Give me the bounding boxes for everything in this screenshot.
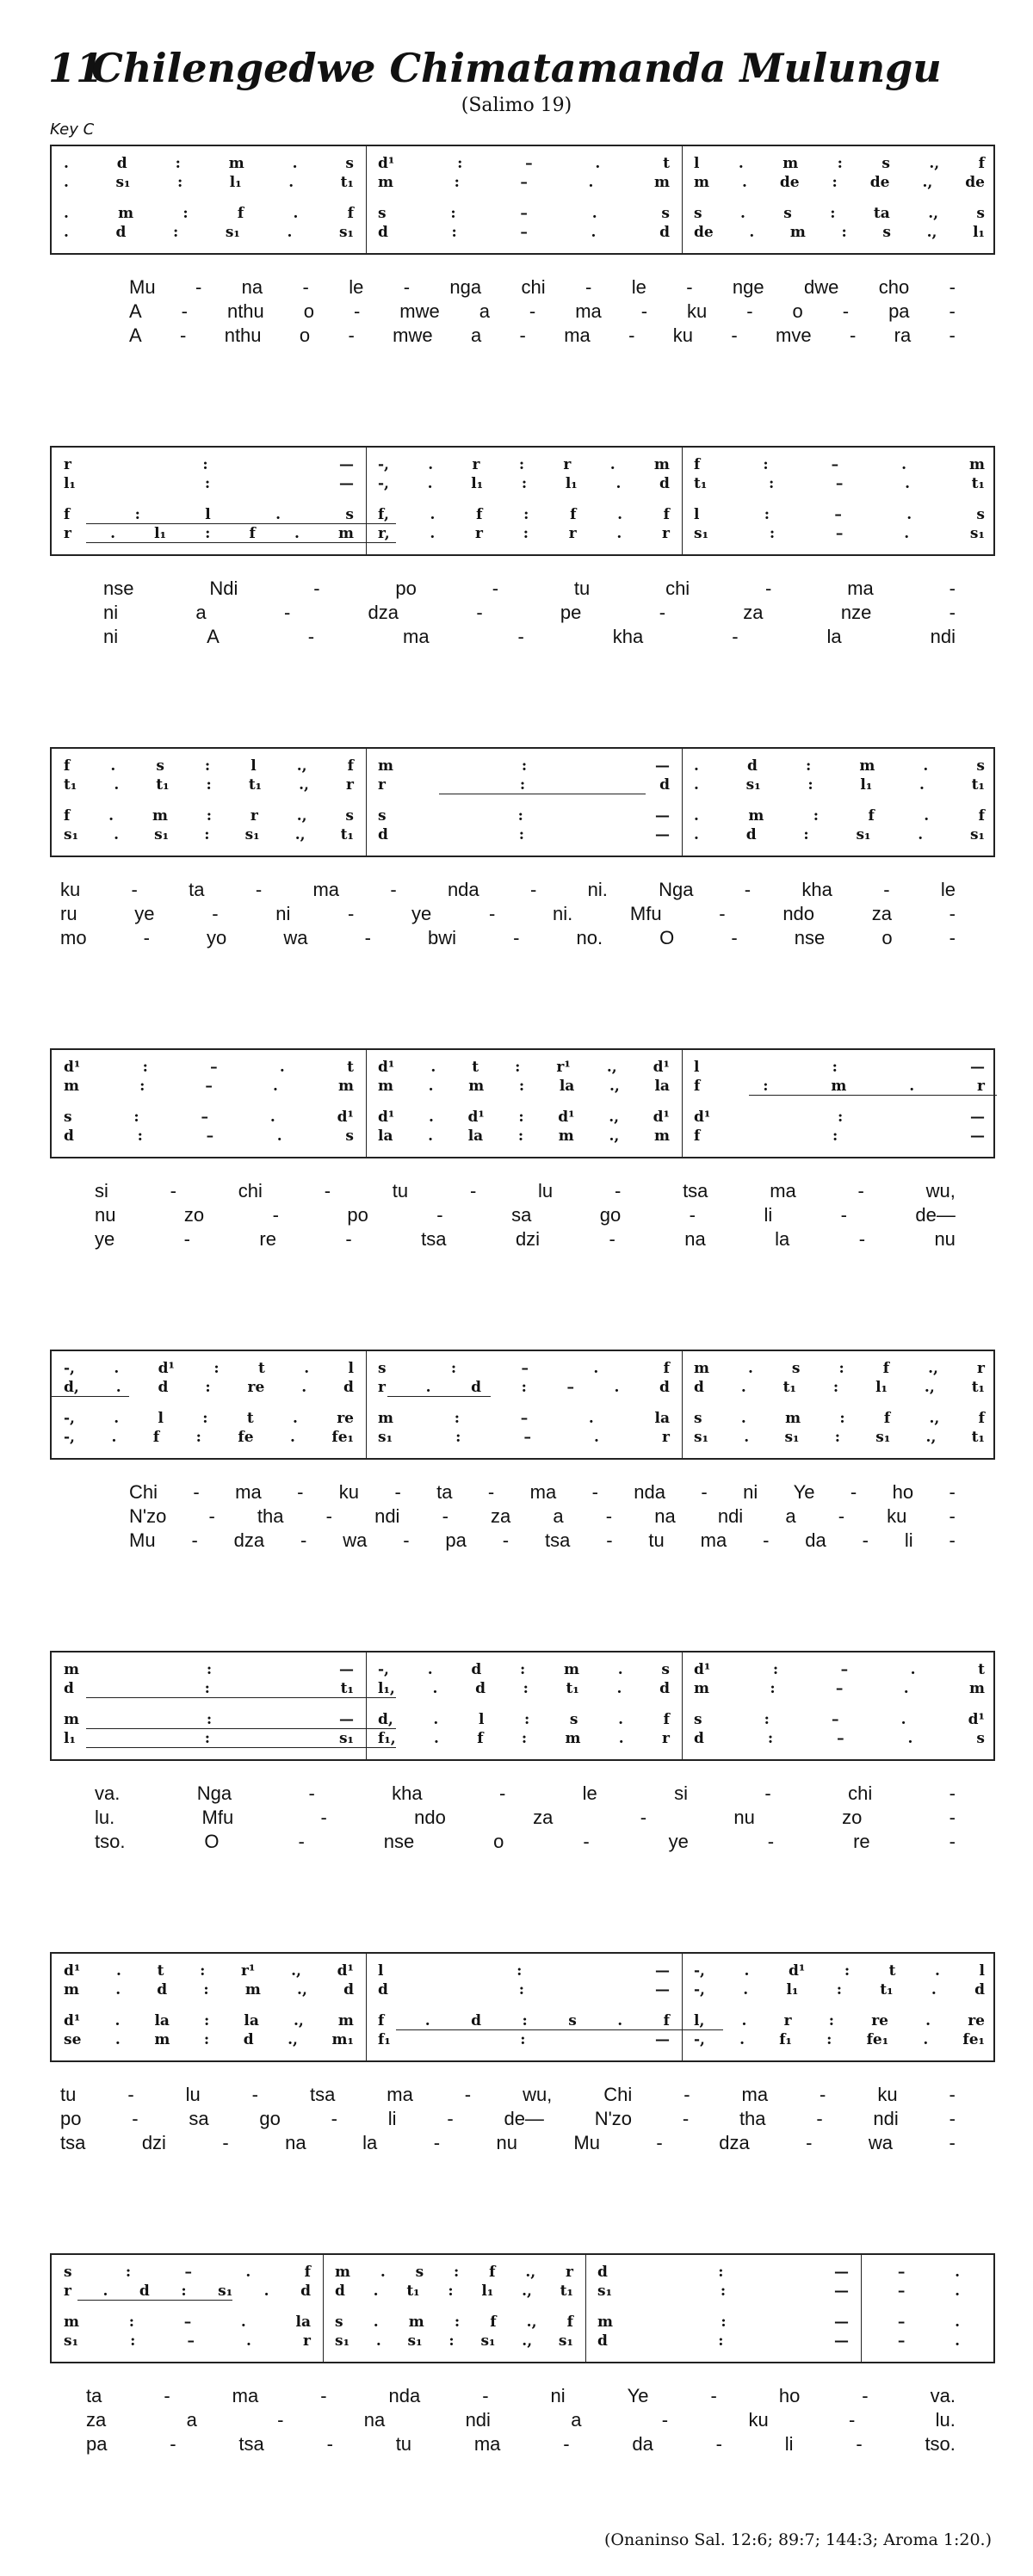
solfa-measure: d¹ . t : r¹ ., d¹ <box>378 1059 670 1076</box>
solfa-measure: s . s : ta ., s <box>694 205 985 222</box>
solfa-measure: l : — <box>694 1059 985 1076</box>
bar-line <box>682 1050 683 1157</box>
bar-line <box>366 1050 367 1157</box>
solfa-system <box>50 145 995 255</box>
solfa-measure: s . m : f ., f <box>335 2313 573 2331</box>
solfa-measure: m . de : de ., de <box>694 174 985 191</box>
bar-line <box>366 448 367 554</box>
solfa-measure: f : — <box>694 1127 985 1145</box>
bar-line <box>585 2255 586 2362</box>
solfa-measure: l, . r : re . re <box>694 2012 985 2029</box>
solfa-measure: f, . f : f . f <box>378 506 670 523</box>
solfa-measure: d, . l : s . f <box>378 1711 670 1728</box>
lyric-line: ku - ta - ma - nda - ni. Nga - kha - le <box>60 879 956 900</box>
solfa-measure: d¹ : — <box>694 1109 985 1126</box>
lyric-line: va. Nga - kha - le si - chi - <box>95 1782 956 1804</box>
solfa-measure: m : — <box>597 2313 849 2331</box>
solfa-measure: d¹ : – . t <box>694 1661 985 1678</box>
solfa-measure: d, . d : re . d <box>64 1379 354 1396</box>
slur-line <box>749 1095 997 1096</box>
slur-line <box>86 1747 396 1748</box>
solfa-measure: l₁, . d : t₁ . d <box>378 1680 670 1697</box>
solfa-measure: d . t₁ : l₁ ., t₁ <box>694 1379 985 1396</box>
solfa-measure: m : – . la <box>378 1410 670 1427</box>
lyric-line: ni A - ma - kha - la ndi <box>103 626 956 647</box>
solfa-measure: s : – . s <box>378 205 670 222</box>
lyric-line: tso. O - nse o - ye - re - <box>95 1831 956 1852</box>
solfa-measure: t₁ . t₁ : t₁ ., r <box>64 776 354 794</box>
bar-line <box>366 1351 367 1458</box>
solfa-measure: m : — <box>64 1711 354 1728</box>
solfa-measure: d : – . s <box>694 1730 985 1747</box>
solfa-measure: d : — <box>597 2332 849 2350</box>
solfa-measure: -, . d¹ : t . l <box>694 1962 985 1980</box>
solfa-measure: f : l . s <box>64 506 354 523</box>
solfa-measure: m . d : m ., d <box>64 1981 354 1998</box>
solfa-measure: s : – . d¹ <box>694 1711 985 1728</box>
solfa-measure: d¹ : – . t <box>64 1059 354 1076</box>
slur-line <box>86 542 396 543</box>
key-signature: Key C <box>50 120 95 139</box>
solfa-measure: m : – . m <box>694 1680 985 1697</box>
lyric-line: Chi - ma - ku - ta - ma - nda - ni Ye - ho - <box>129 1481 956 1503</box>
solfa-measure: s₁ : – . r <box>378 1429 670 1446</box>
scripture-references: (Onaninso Sal. 12:6; 89:7; 144:3; Aroma 1:20.) <box>604 2530 992 2549</box>
bar-line <box>682 1652 683 1759</box>
solfa-measure: s : — <box>378 807 670 825</box>
solfa-measure: . d : m . s <box>694 757 985 775</box>
solfa-measure: d¹ . d¹ : d¹ ., d¹ <box>378 1109 670 1126</box>
slur-line <box>396 2029 723 2030</box>
solfa-measure: . s₁ : l₁ . t₁ <box>694 776 985 794</box>
solfa-measure: d : — <box>597 2264 849 2281</box>
lyric-line: Mu - na - le - nga chi - le - nge dwe cho - <box>129 276 956 298</box>
lyric-line: nu zo - po - sa go - li - de— <box>95 1204 956 1226</box>
solfa-measure: s₁ : – . s₁ <box>694 525 985 542</box>
solfa-measure: – . <box>897 2283 961 2300</box>
solfa-measure: r . l₁ : f . m <box>64 525 354 542</box>
lyric-line: si - chi - tu - lu - tsa ma - wu, <box>95 1180 956 1202</box>
solfa-measure: s₁ : – . r <box>64 2332 311 2350</box>
solfa-measure: r . d : – . d <box>378 1379 670 1396</box>
solfa-measure: f : m . r <box>694 1078 985 1095</box>
solfa-measure: d : — <box>378 826 670 843</box>
solfa-measure: l . m : s ., f <box>694 155 985 172</box>
solfa-measure: -, . l : t . re <box>64 1410 354 1427</box>
solfa-measure: t₁ : – . t₁ <box>694 475 985 492</box>
solfa-measure: r : d <box>378 776 670 794</box>
solfa-measure: -, . l₁ : l₁ . d <box>378 475 670 492</box>
solfa-measure: s₁ . s₁ : s₁ ., t₁ <box>694 1429 985 1446</box>
solfa-system <box>50 1952 995 2062</box>
solfa-system <box>50 747 995 857</box>
solfa-system <box>50 2253 995 2363</box>
solfa-measure: -, . r : r . m <box>378 456 670 473</box>
lyric-line: ye - re - tsa dzi - na la - nu <box>95 1228 956 1250</box>
lyric-line: tu - lu - tsa ma - wu, Chi - ma - ku - <box>60 2084 956 2105</box>
lyric-line: ta - ma - nda - ni Ye - ho - va. <box>86 2385 956 2406</box>
bar-line <box>366 1652 367 1759</box>
solfa-measure: r . d : s₁ . d <box>64 2283 311 2300</box>
solfa-measure: d¹ . t : r¹ ., d¹ <box>64 1962 354 1980</box>
solfa-measure: s . m : f ., f <box>694 1410 985 1427</box>
slur-line <box>52 1396 129 1397</box>
solfa-measure: d¹ . la : la ., m <box>64 2012 354 2029</box>
solfa-measure: de . m : s ., l₁ <box>694 224 985 241</box>
solfa-measure: s : – . d¹ <box>64 1109 354 1126</box>
slur-line <box>387 1396 491 1397</box>
solfa-measure: m . m : la ., la <box>378 1078 670 1095</box>
solfa-measure: se . m : d ., m₁ <box>64 2031 354 2048</box>
solfa-measure: d : – . s <box>64 1127 354 1145</box>
solfa-measure: s₁ : — <box>597 2283 849 2300</box>
lyric-line: N'zo - tha - ndi - za a - na ndi a - ku - <box>129 1505 956 1527</box>
lyric-line: po - sa go - li - de— N'zo - tha - ndi - <box>60 2108 956 2129</box>
solfa-measure: . d : m . s <box>64 155 354 172</box>
lyric-line: mo - yo wa - bwi - no. O - nse o - <box>60 927 956 948</box>
lyric-line: nse Ndi - po - tu chi - ma - <box>103 578 956 599</box>
bar-line <box>323 2255 324 2362</box>
solfa-measure: . m : f . f <box>64 205 354 222</box>
solfa-measure: d¹ : – . t <box>378 155 670 172</box>
solfa-measure: – . <box>897 2313 961 2331</box>
solfa-measure: s : – . f <box>378 1360 670 1377</box>
solfa-measure: s₁ . s₁ : s₁ ., t₁ <box>64 826 354 843</box>
solfa-measure: l : – . s <box>694 506 985 523</box>
solfa-measure: f . d : s . f <box>378 2012 670 2029</box>
slur-line <box>77 2300 232 2301</box>
solfa-measure: m : – . la <box>64 2313 311 2331</box>
solfa-measure: – . <box>897 2264 961 2281</box>
solfa-measure: -, . f : fe . fe₁ <box>64 1429 354 1446</box>
hymn-title: Chilengedwe Chimatamanda Mulungu <box>91 45 942 91</box>
solfa-measure: m : – . m <box>64 1078 354 1095</box>
bar-line <box>682 749 683 856</box>
solfa-measure: s : – . f <box>64 2264 311 2281</box>
solfa-measure: -, . f₁ : fe₁ . fe₁ <box>694 2031 985 2048</box>
solfa-measure: -, . d : m . s <box>378 1661 670 1678</box>
lyric-line: A - nthu o - mwe a - ma - ku - o - pa - <box>129 300 956 322</box>
solfa-measure: s₁ . s₁ : s₁ ., s₁ <box>335 2332 573 2350</box>
solfa-measure: d . t₁ : l₁ ., t₁ <box>335 2283 573 2300</box>
bar-line <box>861 2255 862 2362</box>
solfa-measure: m . s : f ., r <box>335 2264 573 2281</box>
bar-line <box>682 1351 683 1458</box>
bar-line <box>682 448 683 554</box>
solfa-measure: la . la : m ., m <box>378 1127 670 1145</box>
solfa-measure: . m : f . f <box>694 807 985 825</box>
solfa-system <box>50 1651 995 1761</box>
solfa-measure: . d : s₁ . s₁ <box>64 224 354 241</box>
bar-line <box>366 1954 367 2060</box>
solfa-system <box>50 1350 995 1460</box>
hymn-subtitle: (Salimo 19) <box>461 95 572 116</box>
bar-line <box>366 146 367 253</box>
lyric-line: ru ye - ni - ye - ni. Mfu - ndo za - <box>60 903 956 924</box>
solfa-measure: d : — <box>378 1981 670 1998</box>
solfa-measure: f . m : r ., s <box>64 807 354 825</box>
solfa-measure: m : — <box>64 1661 354 1678</box>
lyric-line: Mu - dza - wa - pa - tsa - tu ma - da - li - <box>129 1529 956 1551</box>
bar-line <box>682 1954 683 2060</box>
solfa-measure: -, . l₁ : t₁ . d <box>694 1981 985 1998</box>
slur-line <box>86 1697 396 1698</box>
solfa-measure: l : — <box>378 1962 670 1980</box>
solfa-measure: f : – . m <box>694 456 985 473</box>
solfa-measure: – . <box>897 2332 961 2350</box>
lyric-line: za a - na ndi a - ku - lu. <box>86 2409 956 2431</box>
solfa-measure: . d : s₁ . s₁ <box>694 826 985 843</box>
solfa-measure: -, . d¹ : t . l <box>64 1360 354 1377</box>
solfa-measure: r, . r : r . r <box>378 525 670 542</box>
solfa-measure: l₁ : — <box>64 475 354 492</box>
solfa-system <box>50 1048 995 1158</box>
solfa-measure: r : — <box>64 456 354 473</box>
solfa-measure: . s₁ : l₁ . t₁ <box>64 174 354 191</box>
lyric-line: pa - tsa - tu ma - da - li - tso. <box>86 2433 956 2455</box>
solfa-measure: l₁ : s₁ <box>64 1730 354 1747</box>
solfa-measure: m . s : f ., r <box>694 1360 985 1377</box>
slur-line <box>86 1728 396 1729</box>
slur-line <box>86 523 396 524</box>
lyric-line: lu. Mfu - ndo za - nu zo - <box>95 1807 956 1828</box>
solfa-measure: m : – . m <box>378 174 670 191</box>
solfa-measure: f₁, . f : m . r <box>378 1730 670 1747</box>
hymn-number: 11 <box>48 45 104 91</box>
solfa-measure: f₁ : — <box>378 2031 670 2048</box>
solfa-measure: f . s : l ., f <box>64 757 354 775</box>
bar-line <box>366 749 367 856</box>
solfa-system <box>50 446 995 556</box>
solfa-measure: m : — <box>378 757 670 775</box>
solfa-measure: d : t₁ <box>64 1680 354 1697</box>
lyric-line: A - nthu o - mwe a - ma - ku - mve - ra - <box>129 324 956 346</box>
lyric-line: ni a - dza - pe - za nze - <box>103 602 956 623</box>
bar-line <box>682 146 683 253</box>
solfa-measure: d : – . d <box>378 224 670 241</box>
lyric-line: tsa dzi - na la - nu Mu - dza - wa - <box>60 2132 956 2153</box>
